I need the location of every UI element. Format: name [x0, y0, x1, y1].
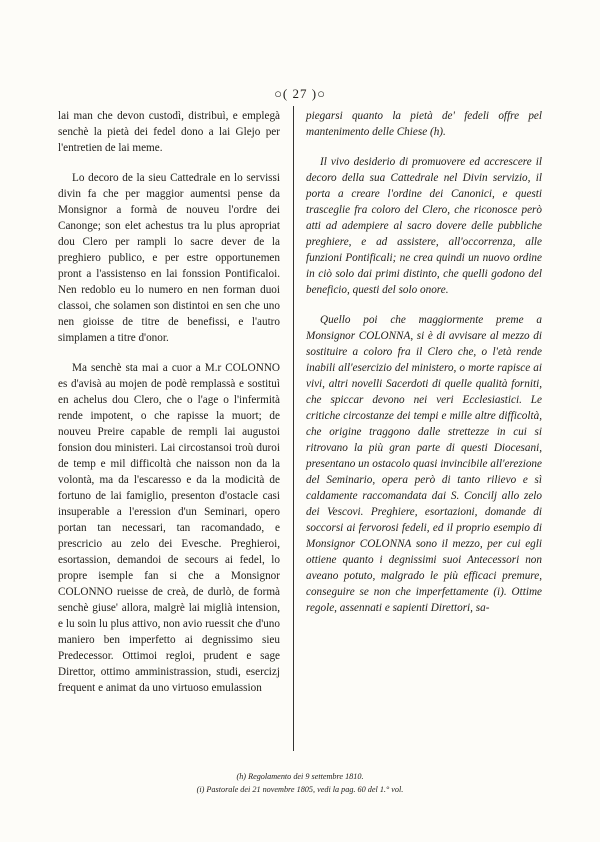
page-number: ○( 27 )○ — [274, 86, 326, 101]
column-divider — [293, 106, 294, 751]
right-column-italian-text — [306, 108, 542, 630]
footnote-i: (i) Pastorale dei 21 novembre 1805, vedi la pag. 60 del 1.° vol. — [196, 785, 404, 794]
right-paragraph-2: Il vivo desiderio di promuovere ed accrescere il decoro della sua Cattedrale nel Divin servizio, il porta a creare l'ordine dei Canonici, e questi trasceglie fra coloro del Clero, che riconosce però atti ad adempiere al sacro dovere delle pubbliche preghiere, e ad assistere, all'occorrenza, alle funzioni Pontificali; ne crea quindi un nuovo ordine in ciò solo dai primi distinto, che quelli godono del beneficio, questi del solo onore. — [306, 156, 542, 296]
right-paragraph-1: piegarsi quanto la pietà de' fedeli offre pel mantenimento delle Chiese (h). — [306, 110, 542, 138]
left-paragraph-3: Ma senchè sta mai a cuor a M.r COLONNO es d'avisà au mojen de podè remplassà e sostituì en achelus dou Clero, che o l'age o l'infermità rende impotent, o che rapisse la muort; de nouveu Preire capable de rempli lai augustoi fonsion dou ministeri. Lai circostansoi troù duroi de temp e mil difficoltà che naisson non da la volontà, ma da l'escaresso e da la modicità de fortuno de lai famiglio, presenton d'ostacle casi insuperable a l'eression d'un Seminari, opero portan tan necessari, tan racomandado, e prescricio au zelo dei Evesche. Preghieroi, esortassion, demandoi de secours ai fedel, lo propre isemple fan si che a Monsignor COLONNO rueisse de creà, de durlò, de formà senchè giuse' allora, malgrè lai miglià intension, e lu soin lu plus attivo, non avio ruessit che d'uno maniero ben imperfetto ai degnissimo sieu Predecessor. Ottimoi regloi, prudent e sage Direttor, ottimo amministrassion, studi, esercizj frequent e animat da uno virtuoso emulassion — [58, 362, 280, 694]
right-paragraph-3: Quello poi che maggiormente preme a Monsignor COLONNA, si è di avvisare al mezzo di sostituire a coloro fra il Clero che, o l'età rende inabili all'esercizio del ministero, o morte rapisce ai vivi, altri novelli Sacerdoti di quelle qualità forniti, che spiccar devono nei veri Ecclesiastici. Le critiche circostanze dei tempi e mille altre difficoltà, che origine traggono dalle strettezze in cui si ritrovano la più gran parte di questi Diocesani, presentano un ostacolo quasi invincibile all'erezione del Seminario, opera però di tanto rilievo e sì caldamente raccomandata dai S. Concilj allo zelo dei Vescovi. Preghiere, esortazioni, domande di soccorsi ai fervorosi fedeli, ed il proprio esempio di Monsignor COLONNA sono il mezzo, per cui egli ottiene quanto i degnissimi suoi Antecessori non aveano potuto, malgrado le più efficaci premure, conseguire se non che imperfettamente (i). Ottime regole, assennati e sapienti Direttori, sa- — [306, 314, 542, 614]
footnote-h: (h) Regolamento dei 9 settembre 1810. — [236, 772, 364, 781]
left-paragraph-2: Lo decoro de la sieu Cattedrale en lo servissi divin fa che per maggior aumentsi pense da Monsignor a formà de nouveu l'ordre dei Canonge; son elet achestus tra lu plus apropriat dou Clero per rampli lo sacre dever de la preghiero publico, e per estre opportunemen pront a l'assistenso en lai fonssion Pontificaloi. Nen redoblo eu lo numero en nen forman duoi classoi, che solamen son distintoi en sen che uno nen gioisse de titre de benefissi, e l'autro simplamen a titre d'onor. — [58, 172, 280, 344]
left-column-french-text — [58, 108, 280, 710]
left-paragraph-1: lai man che devon custodì, distribuì, e emplegà senchè la pietà dei fedel dono a lai Glejo per l'entretien de lai meme. — [58, 110, 280, 154]
footnotes — [58, 770, 542, 796]
